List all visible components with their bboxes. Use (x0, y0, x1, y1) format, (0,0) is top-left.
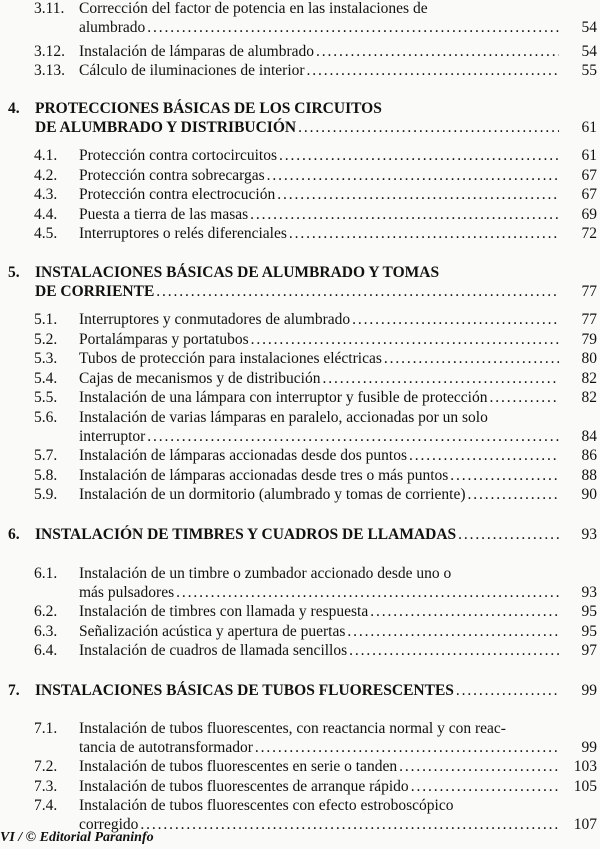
dot-leader (307, 61, 559, 80)
toc-entry-number: 7. (8, 682, 20, 699)
toc-page-number: 54 (581, 19, 597, 36)
toc-page-number: 97 (581, 642, 597, 659)
dot-leader (384, 349, 559, 368)
toc-entry-number: 5.8. (34, 467, 58, 484)
toc-entry-number: 4.1. (34, 147, 58, 164)
toc-entry-number: 5.3. (34, 350, 58, 367)
toc-page-number: 67 (581, 186, 597, 203)
toc-entry-title: INSTALACIONES BÁSICAS DE TUBOS FLUORESCENTES . . . (35, 681, 559, 700)
toc-entry-number: 5.9. (34, 486, 58, 503)
dot-leader (140, 815, 559, 834)
toc-page-number: 80 (581, 350, 597, 367)
toc-entry-number: 6.4. (34, 642, 58, 659)
toc-entry-title: Señalización acústica y apertura de puertas . . . (79, 622, 559, 641)
toc-entry-number: 7.4. (34, 797, 58, 814)
toc-page-number: 95 (581, 623, 597, 640)
toc-entry-title: Portalámparas y portatubos . . . (79, 330, 559, 349)
toc-entry-title: Protección contra electrocución . . . (79, 185, 559, 204)
toc-entry-number: 5.6. (34, 409, 58, 426)
dot-leader (279, 146, 559, 165)
toc-entry-title: Instalación de lámparas de alumbrado . . . (79, 42, 559, 61)
dot-leader (456, 681, 559, 700)
dot-leader (468, 485, 559, 504)
toc-entry-title: Interruptores o relés diferenciales . . . (79, 224, 559, 243)
toc-entry-title: INSTALACIÓN DE TIMBRES Y CUADROS DE LLAMADAS . . . (35, 525, 559, 544)
toc-page-number: 55 (581, 62, 597, 79)
dot-leader (352, 310, 559, 329)
toc-entry-title: PROTECCIONES BÁSICAS DE LOS CIRCUITOS DE ALUMBRADO Y DISTRIBUCIÓN . . . (35, 99, 559, 137)
dot-leader (255, 738, 559, 757)
toc-entry-number: 5.4. (34, 370, 58, 387)
toc-page-number: 84 (581, 428, 597, 445)
toc-entry-title: Instalación de tubos fluorescentes de arranque rápido . . . (79, 777, 559, 796)
toc-entry-title: Instalación de tubos fluorescentes en serie o tanden . . . (79, 757, 559, 776)
dot-leader (267, 166, 559, 185)
dot-leader (250, 205, 559, 224)
toc-entry-number: 4.4. (34, 206, 58, 223)
dot-leader (411, 777, 559, 796)
dot-leader (147, 18, 559, 37)
dot-leader (489, 388, 559, 407)
toc-page-number: 72 (581, 225, 597, 242)
toc-entry-number: 5.1. (34, 311, 58, 328)
toc-page-number: 93 (581, 584, 597, 601)
toc-entry-title: Instalación de varias lámparas en paralelo, accionadas por un solo interruptor . . . (79, 408, 559, 446)
toc-page-number: 82 (581, 370, 597, 387)
dot-leader (289, 224, 559, 243)
toc-entry-title: Instalación de lámparas accionadas desde tres o más puntos . . . (79, 466, 559, 485)
dot-leader (409, 446, 559, 465)
toc-entry-title: Cajas de mecanismos y de distribución . . . (79, 369, 559, 388)
toc-entry-number: 3.12. (34, 43, 65, 60)
toc-page-number: 90 (581, 486, 597, 503)
toc-entry-number: 4.5. (34, 225, 58, 242)
toc-page-number: 103 (573, 758, 597, 775)
dot-leader (316, 42, 559, 61)
toc-page-number: 77 (581, 311, 597, 328)
toc-entry-number: 4.3. (34, 186, 58, 203)
toc-entry-title: Instalación de una lámpara con interruptor y fusible de protección . . . (79, 388, 559, 407)
toc-page-number: 95 (581, 603, 597, 620)
toc-entry-title: Protección contra cortocircuitos . . . (79, 146, 559, 165)
toc-page-number: 88 (581, 467, 597, 484)
toc-entry-number: 5.5. (34, 389, 58, 406)
toc-page-number: 82 (581, 389, 597, 406)
toc-entry-number: 5.2. (34, 331, 58, 348)
toc-page-number: 61 (581, 147, 597, 164)
toc-entry-title: Instalación de tubos fluorescentes con efecto estroboscópico corregido . . . (79, 796, 559, 834)
toc-entry-number: 3.11. (34, 0, 65, 17)
toc-entry-number: 6.1. (34, 565, 58, 582)
dot-leader (156, 282, 559, 301)
toc-page-number: 61 (581, 119, 597, 136)
dot-leader (251, 330, 559, 349)
dot-leader (399, 757, 559, 776)
toc-entry-title: Interruptores y conmutadores de alumbrado . . . (79, 310, 559, 329)
dot-leader (323, 369, 560, 388)
toc-entry-number: 5. (8, 264, 20, 281)
toc-page-number: 77 (581, 283, 597, 300)
toc-entry-number: 6.2. (34, 603, 58, 620)
toc-page-number: 105 (573, 778, 597, 795)
toc-page-number: 86 (581, 447, 597, 464)
dot-leader (347, 622, 559, 641)
toc-entry-number: 5.7. (34, 447, 58, 464)
toc-entry-title: Instalación de tubos fluorescentes, con reactancia normal y con reac- tancia de autotransformador . . . (79, 719, 559, 757)
toc-entry-title: Protección contra sobrecargas . . . (79, 166, 559, 185)
toc-entry-number: 6. (8, 526, 20, 543)
toc-page-number: 67 (581, 167, 597, 184)
toc-page-number: 79 (581, 331, 597, 348)
toc-entry-number: 6.3. (34, 623, 58, 640)
toc-entry-number: 4.2. (34, 167, 58, 184)
toc-page-number: 107 (573, 816, 597, 833)
toc-entry-title: Tubos de protección para instalaciones eléctricas . . . (79, 349, 559, 368)
toc-entry-title: Puesta a tierra de las masas . . . (79, 205, 559, 224)
dot-leader (298, 118, 559, 137)
toc-entry-title: Instalación de lámparas accionadas desde dos puntos . . . (79, 446, 559, 465)
toc-page-number: 54 (581, 43, 597, 60)
toc-entry-title: Corrección del factor de potencia en las instalaciones de alumbrado . . . (79, 0, 559, 37)
toc-entry-title: Cálculo de iluminaciones de interior . . . (79, 61, 559, 80)
toc-entry-number: 7.3. (34, 778, 58, 795)
dot-leader (370, 602, 559, 621)
toc-entry-title: Instalación de un dormitorio (alumbrado y tomas de corriente) . . . (79, 485, 559, 504)
toc-entry-number: 4. (8, 100, 20, 117)
toc-page-number: 93 (581, 526, 597, 543)
toc-page-number: 99 (581, 739, 597, 756)
dot-leader (458, 525, 559, 544)
dot-leader (450, 466, 559, 485)
toc-entry-title: Instalación de cuadros de llamada sencillos . . . (79, 641, 559, 660)
toc-entry-number: 7.1. (34, 720, 58, 737)
toc-entry-number: 7.2. (34, 758, 58, 775)
toc-entry-title: Instalación de timbres con llamada y respuesta . . . (79, 602, 559, 621)
dot-leader (349, 641, 559, 660)
toc-entry-title: Instalación de un timbre o zumbador accionado desde uno o más pulsadores . . . (79, 564, 559, 602)
toc-page-number: 99 (581, 682, 597, 699)
dot-leader (147, 427, 559, 446)
toc-entry-number: 3.13. (34, 62, 65, 79)
dot-leader (277, 185, 559, 204)
page-footer: VI / © Editorial Paraninfo (0, 830, 154, 845)
dot-leader (176, 583, 559, 602)
toc-entry-title: INSTALACIONES BÁSICAS DE ALUMBRADO Y TOMAS DE CORRIENTE . . . (35, 263, 559, 301)
toc-page-number: 69 (581, 206, 597, 223)
